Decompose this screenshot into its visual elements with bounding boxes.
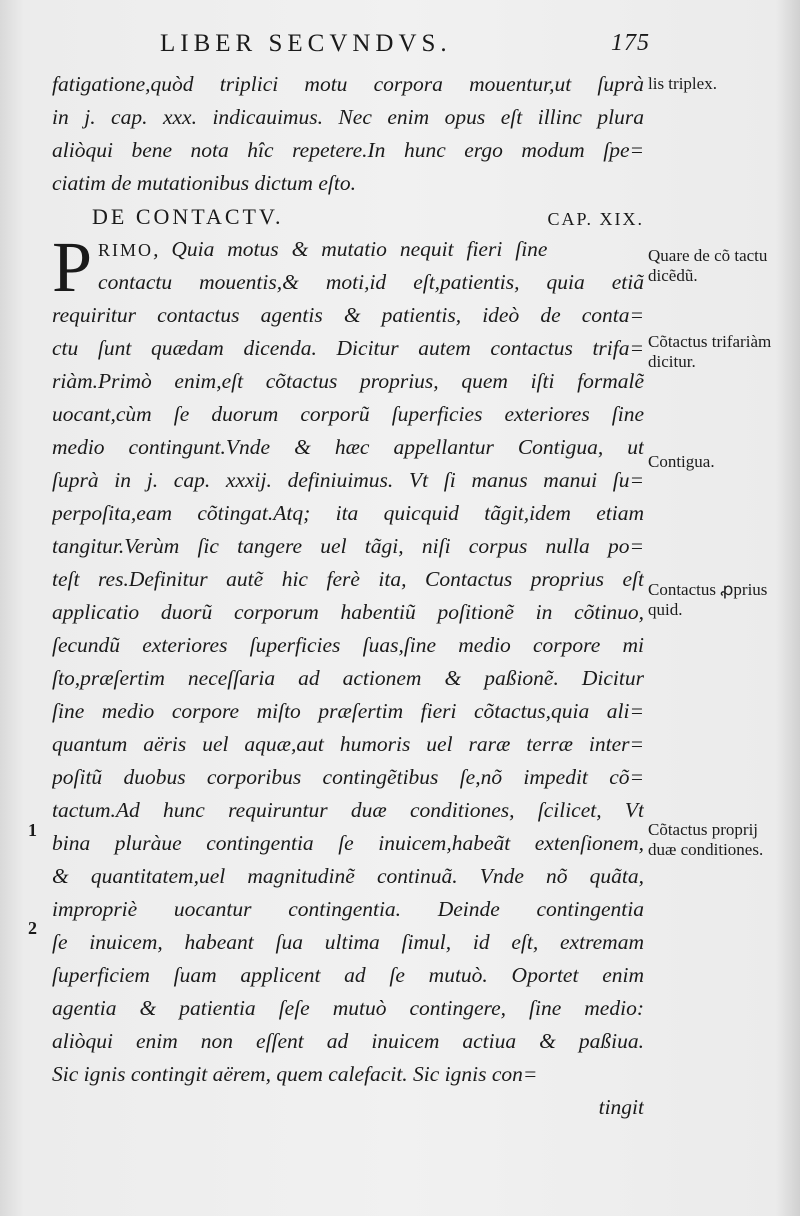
margin-note: Cõtactus proprij duæ conditiones. (648, 820, 764, 859)
text-line: bina pluràue contingentia ſe inuicem,habeãt extenſionem, (52, 831, 644, 855)
chapter-heading (52, 200, 644, 233)
chapter-number: CAP. XIX. (547, 209, 644, 229)
text-line: perpoſita,eam cõtingat.Atq; ita quicquid tãgit,idem etiam (52, 501, 644, 525)
text-line: ſine medio corpore miſto præſertim fieri cõtactus,quia ali= (52, 699, 644, 723)
margin-note: Contactus ꝓprius quid. (648, 580, 768, 619)
text-line: ſecundũ exteriores ſuperficies ſuas,ſine medio corpore mi (52, 633, 644, 657)
text-line: fatigatione,quòd triplici motu corpora mouentur,ut ſuprà (52, 72, 644, 96)
page-number: 175 (611, 30, 650, 56)
text-line: in j. cap. xxx. indicauimus. Nec enim opus eſt illinc plura (52, 105, 644, 129)
text-line: riàm.Primò enim,eſt cõtactus proprius, quem iſti formalẽ (52, 369, 644, 393)
text-line: ciatim de mutationibus dictum eſto. (52, 171, 356, 195)
text-line: & quantitatem,uel magnitudinẽ continuã. Vnde nõ quãta, (52, 864, 644, 888)
text-line: ctu ſunt quædam dicenda. Dicitur autem contactus trifa= (52, 336, 644, 360)
text-line: medio contingunt.Vnde & hæc appellantur Contigua, ut (52, 435, 644, 459)
margin-note: Quare de cõ tactu dicẽdũ. (648, 246, 768, 285)
text-line: Sic ignis contingit aërem, quem calefacit. Sic ignis con= (52, 1062, 538, 1086)
text-line: requiritur contactus agentis & patientis, ideò de conta= (52, 303, 644, 327)
margin-note: Contigua. (648, 452, 715, 471)
text-line: tactum.Ad hunc requiruntur duæ conditiones, ſcilicet, Vt (52, 798, 644, 822)
text-line: ſe inuicem, habeant ſua ultima ſimul, id eſt, extremam (52, 930, 644, 954)
catchword: tingit (598, 1095, 644, 1119)
text-line: applicatio duorũ corporum habentiũ poſitionẽ in cõtinuo, (52, 600, 644, 624)
text-line: quantum aëris uel aquæ,aut humoris uel raræ terræ inter= (52, 732, 644, 756)
text-line: ſto,præſertim neceſſaria ad actionem & paßionẽ. Dicitur (52, 666, 644, 690)
text-line: ſuprà in j. cap. xxxij. definiuimus. Vt ſi manus manui ſu= (52, 468, 644, 492)
text-line: poſitũ duobus corporibus contingẽtibus ſe,nõ impedit cõ= (52, 765, 644, 789)
margin-note: Cõtactus trifariàm dicitur. (648, 332, 772, 371)
main-text-column (52, 68, 644, 1124)
chapter-title: DE CONTACTV. (92, 204, 284, 229)
text-line: ſuperficiem ſuam applicent ad ſe mutuò. Oportet enim (52, 963, 644, 987)
text-line: teſt res.Definitur autẽ hic ferè ita, Contactus proprius eſt (52, 567, 644, 591)
text-line: uocant,cùm ſe duorum corporũ ſuperficies exteriores ſine (52, 402, 644, 426)
text-line: impropriè uocantur contingentia. Deinde contingentia (52, 897, 644, 921)
text-line: aliòqui enim non eſſent ad inuicem actiua & paßiua. (52, 1029, 644, 1053)
side-number: 2 (28, 918, 37, 938)
running-head-title: LIBER SECVNDVS. (160, 30, 452, 57)
first-word-smallcaps: RIMO (98, 240, 154, 260)
first-line-text: , Quia motus & mutatio nequit fieri ſine (153, 237, 548, 261)
running-head (160, 30, 650, 64)
text-line: aliòqui bene nota hîc repetere.In hunc ergo modum ſpe= (52, 138, 644, 162)
margin-note: lis triplex. (648, 74, 717, 93)
side-number: 1 (28, 820, 37, 840)
text-line: contactu mouentis,& moti,id eſt,patientis, quia etiã (98, 270, 644, 294)
text-line: tangitur.Verùm ſic tangere uel tãgi, niſi corpus nulla po= (52, 534, 644, 558)
text-line (98, 233, 547, 266)
text-line: agentia & patientia ſeſe mutuò contingere, ſine medio: (52, 996, 644, 1020)
drop-cap-initial: P (52, 227, 93, 307)
